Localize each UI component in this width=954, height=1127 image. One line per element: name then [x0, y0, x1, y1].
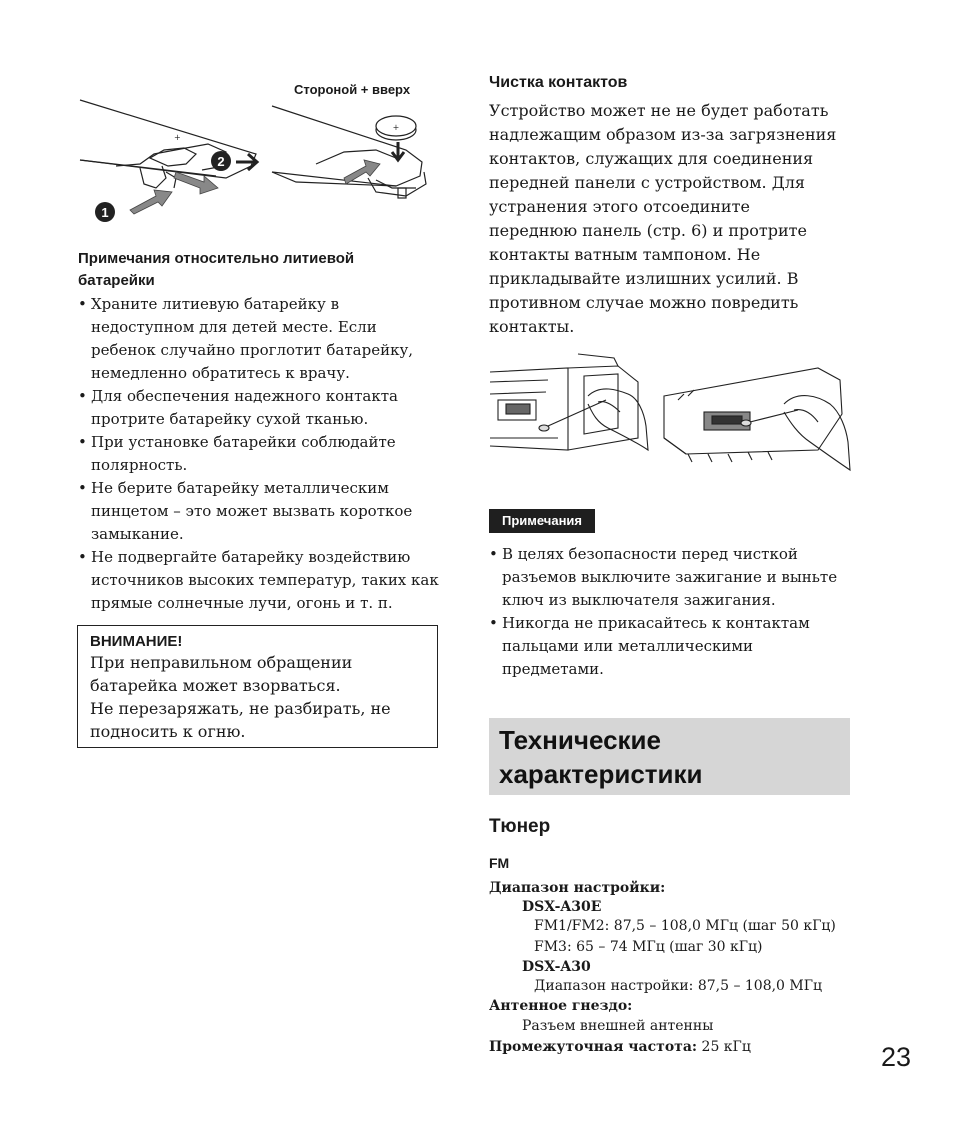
figure-label: Стороной + вверх	[294, 82, 411, 97]
warning-title: ВНИМАНИЕ!	[90, 633, 183, 650]
arrow-icon	[130, 190, 172, 214]
spec-model-2-line: Диапазон настройки: 87,5 – 108,0 МГц	[534, 978, 823, 994]
warning-line: При неправильном обращении	[90, 653, 353, 672]
arrow-icon	[344, 160, 380, 184]
contact-cleaning-illustration	[488, 342, 854, 480]
svg-text:+: +	[392, 123, 400, 132]
battery-notes-title: Примечания относительно литиевой батарейки	[78, 250, 355, 289]
notes-badge: Примечания	[489, 509, 595, 533]
cleaning-paragraph: Устройство может не не будет работать надлежащим образом из-за загрязнения контактов, служащих для соединения передней панели с устройством. Для устранения этого отсоедините переднюю панель (стр. 6) и протрите контакты ватным тампоном. Не прикладывайте излишних усилий. В противном случае можно повредить контакты.	[489, 101, 837, 336]
spec-range-label: Диапазон настройки:	[489, 880, 666, 896]
spec-antenna-label: Антенное гнездо:	[489, 998, 633, 1014]
battery-notes-list	[78, 293, 440, 615]
list-item: • Никогда не прикасайтесь к контактам пальцами или металлическими предметами.	[489, 612, 851, 681]
warning-box	[77, 625, 438, 748]
warning-line: батарейка может взорваться.	[90, 676, 341, 695]
list-item: • Не берите батарейку металлическим пинцетом – это может вызвать короткое замыкание.	[78, 477, 440, 546]
head-unit-icon	[490, 354, 638, 450]
cleaning-title: Чистка контактов	[489, 74, 628, 91]
list-item: • В целях безопасности перед чисткой разъемов выключите зажигание и выньте ключ из выключателя зажигания.	[489, 543, 851, 612]
front-panel-icon	[664, 368, 842, 462]
spec-model-1-line: FM3: 65 – 74 МГц (шаг 30 кГц)	[534, 939, 763, 955]
spec-antenna-value: Разъем внешней антенны	[522, 1018, 714, 1034]
step-2-label: 2	[217, 154, 225, 169]
step-1-label: 1	[101, 205, 109, 220]
hand-swab-left-icon	[539, 389, 648, 450]
section-heading-box	[489, 718, 850, 795]
fm-label: FM	[489, 855, 510, 871]
page-number: 23	[881, 1042, 912, 1072]
spec-model-1-line: FM1/FM2: 87,5 – 108,0 МГц (шаг 50 кГц)	[534, 918, 836, 934]
spec-model-1: DSX-A30E	[522, 899, 602, 915]
list-item: • Храните литиевую батарейку в недоступном для детей месте. Если ребенок случайно проглотит батарейку, немедленно обратитесь к врачу.	[78, 293, 440, 385]
list-item: • При установке батарейки соблюдайте полярность.	[78, 431, 440, 477]
section-title-line: Технические	[499, 725, 661, 755]
list-item: • Не подвергайте батарейку воздействию источников высоких температур, таких как прямые солнечные лучи, огонь и т. п.	[78, 546, 440, 615]
warning-line: Не перезаряжать, не разбирать, не	[90, 699, 391, 718]
list-item: • Для обеспечения надежного контакта протрите батарейку сухой тканью.	[78, 385, 440, 431]
battery-replacement-illustration	[76, 92, 440, 230]
cleaning-notes-list	[489, 543, 851, 681]
spec-model-2: DSX-A30	[522, 959, 591, 975]
svg-text:+: +	[174, 133, 181, 142]
spec-if: Промежуточная частота: 25 кГц	[489, 1039, 751, 1055]
hand-swab-right-icon	[741, 396, 850, 470]
section-title-line: характеристики	[499, 759, 703, 789]
remote-left-icon	[80, 100, 256, 188]
tuner-title: Тюнер	[489, 816, 551, 837]
warning-line: подносить к огню.	[90, 722, 246, 741]
